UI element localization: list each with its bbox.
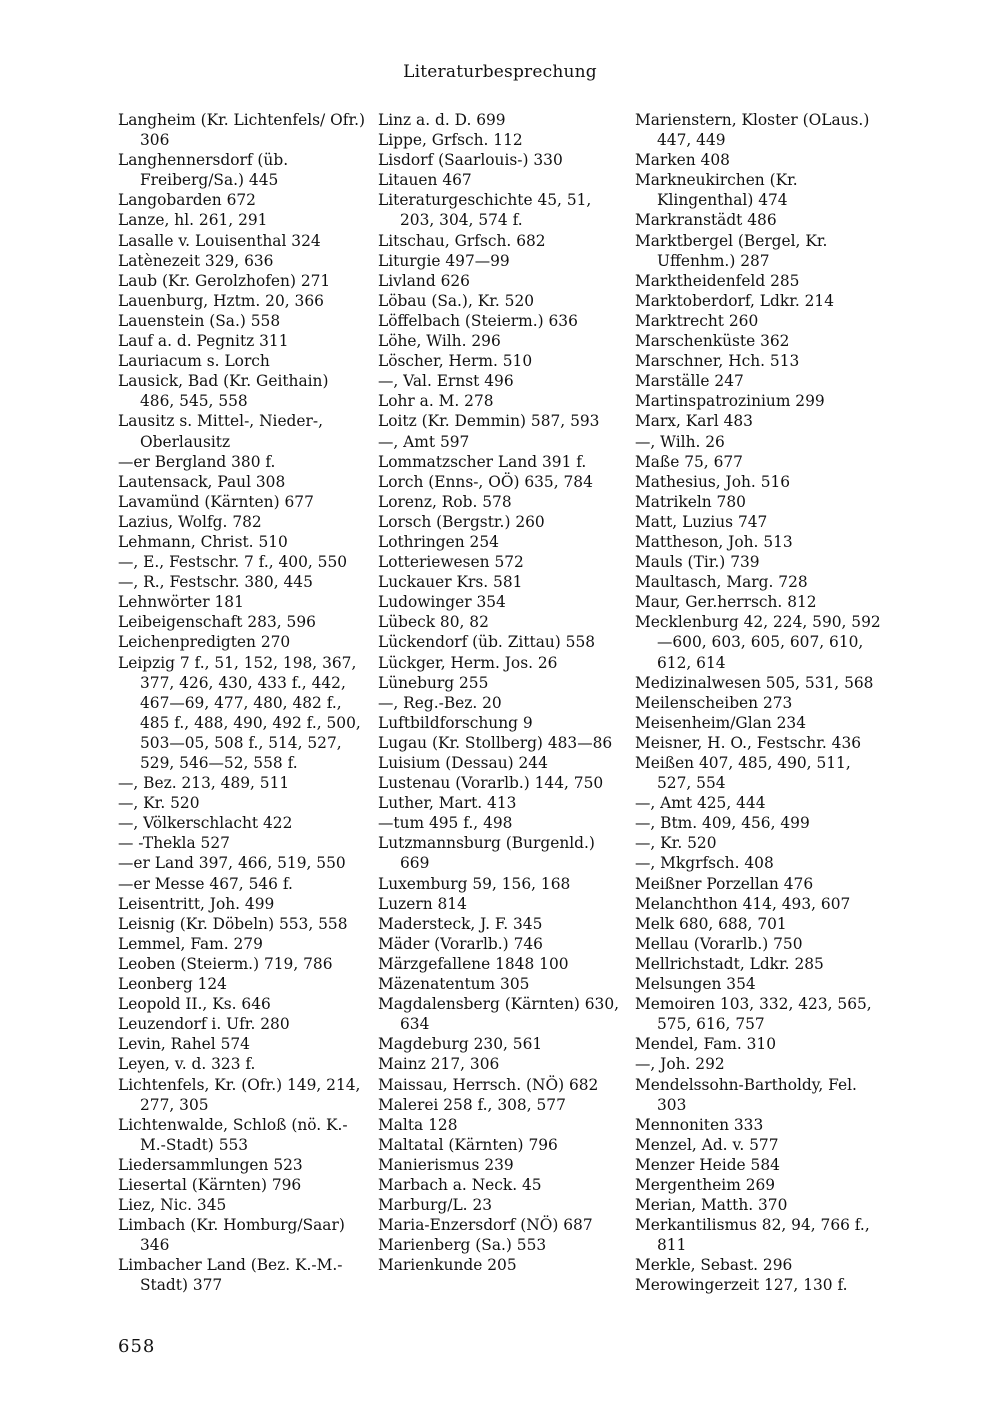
index-entry: Lorenz, Rob. 578 <box>378 492 512 511</box>
index-entry: Lisdorf (Saarlouis-) 330 <box>378 151 563 170</box>
index-entry: Lehnwörter 181 <box>118 593 244 612</box>
index-entry: Meißen 407, 485, 490, 511, 527, 554 <box>635 754 851 793</box>
index-entry: Marbach a. Neck. 45 <box>378 1175 542 1194</box>
index-entry: Literaturgeschichte 45, 51, 203, 304, 574 f. <box>378 191 592 230</box>
index-entry: Langheim (Kr. Lichtenfels/ Ofr.) 306 <box>118 111 365 150</box>
index-entry: Lutzmannsburg (Burgenld.) 669 <box>378 834 595 873</box>
index-entry: Lothringen 254 <box>378 532 499 551</box>
index-entry: Meisenheim/Glan 234 <box>635 713 807 732</box>
index-entry: Langhennersdorf (üb. Freiberg/Sa.) 445 <box>118 151 289 190</box>
index-entry: Leonberg 124 <box>118 975 227 994</box>
index-entry: Markranstädt 486 <box>635 211 777 230</box>
index-entry: Matt, Luzius 747 <box>635 512 768 531</box>
index-entry: Maur, Ger.herrsch. 812 <box>635 593 817 612</box>
index-entry: Lüneburg 255 <box>378 673 489 692</box>
index-entry: Mauls (Tir.) 739 <box>635 553 760 572</box>
index-entry: Lanze, hl. 261, 291 <box>118 211 268 230</box>
index-entry: Livland 626 <box>378 271 470 290</box>
index-entry: Menzer Heide 584 <box>635 1155 780 1174</box>
index-entry: —, E., Festschr. 7 f., 400, 550 <box>118 553 348 572</box>
index-entry: Lauf a. d. Pegnitz 311 <box>118 332 289 351</box>
index-entry: Lippe, Grfsch. 112 <box>378 131 523 150</box>
index-entry: Melsungen 354 <box>635 975 756 994</box>
index-entry: Leichenpredigten 270 <box>118 633 291 652</box>
index-entry: Madersteck, J. F. 345 <box>378 914 543 933</box>
index-entry: —, Val. Ernst 496 <box>378 372 514 391</box>
index-entry: Marienkunde 205 <box>378 1256 517 1275</box>
index-entry: Levin, Rahel 574 <box>118 1035 250 1054</box>
index-entry: Marschenküste 362 <box>635 332 790 351</box>
index-entry: Litschau, Grfsch. 682 <box>378 231 546 250</box>
index-entry: Medizinalwesen 505, 531, 568 <box>635 673 874 692</box>
index-entry: Lückger, Herm. Jos. 26 <box>378 653 558 672</box>
index-entry: Linz a. d. D. 699 <box>378 111 506 129</box>
index-entry: Löbau (Sa.), Kr. 520 <box>378 291 535 310</box>
index-entry: Mendel, Fam. 310 <box>635 1035 777 1054</box>
index-entry: —tum 495 f., 498 <box>378 814 513 833</box>
index-entry: Merkle, Sebast. 296 <box>635 1256 793 1275</box>
index-entry: Marktoberdorf, Ldkr. 214 <box>635 291 835 310</box>
index-entry: Merkantilismus 82, 94, 766 f., 811 <box>635 1216 870 1255</box>
index-entry: —, Amt 425, 444 <box>635 794 766 813</box>
index-entry: Markneukirchen (Kr. Klingenthal) 474 <box>635 171 798 210</box>
index-entry: Löffelbach (Steierm.) 636 <box>378 311 578 330</box>
index-entry: Lichtenwalde, Schloß (nö. K.-M.-Stadt) 553 <box>118 1115 348 1154</box>
index-entry: Lavamünd (Kärnten) 677 <box>118 492 314 511</box>
index-entry: —, Joh. 292 <box>635 1055 725 1074</box>
index-entry: Melk 680, 688, 701 <box>635 914 787 933</box>
index-entry: Leisnig (Kr. Döbeln) 553, 558 <box>118 914 348 933</box>
index-entry: Leopold II., Ks. 646 <box>118 995 271 1014</box>
index-entry: Marienberg (Sa.) 553 <box>378 1236 547 1255</box>
index-entry: —er Bergland 380 f. <box>118 452 276 471</box>
index-entry: Meisner, H. O., Festschr. 436 <box>635 733 862 752</box>
index-entry: Mecklenburg 42, 224, 590, 592—600, 603, 605, 607, 610, 612, 614 <box>635 613 881 672</box>
index-entry: — -Thekla 527 <box>118 834 230 853</box>
index-entry: Lemmel, Fam. 279 <box>118 934 263 953</box>
index-entry: Mellau (Vorarlb.) 750 <box>635 934 803 953</box>
index-entry: Merian, Matth. 370 <box>635 1196 788 1215</box>
index-entry: Menzel, Ad. v. 577 <box>635 1135 779 1154</box>
index-entry: Meißner Porzellan 476 <box>635 874 814 893</box>
index-entry: Leisentritt, Joh. 499 <box>118 894 275 913</box>
index-entry: Marienstern, Kloster (OLaus.) 447, 449 <box>635 111 870 150</box>
index-entry: Maissau, Herrsch. (NÖ) 682 <box>378 1075 599 1094</box>
index-entry: Malta 128 <box>378 1115 458 1134</box>
index-entry: Luisium (Dessau) 244 <box>378 754 548 772</box>
index-entry: —, R., Festschr. 380, 445 <box>118 573 313 592</box>
index-entry: Mathesius, Joh. 516 <box>635 472 791 491</box>
index-entry: —, Reg.-Bez. 20 <box>378 693 502 712</box>
index-entry: Lehmann, Christ. 510 <box>118 532 288 551</box>
index-entry: Lausick, Bad (Kr. Geithain) 486, 545, 558 <box>118 372 329 411</box>
index-entry: Mendelssohn-Bartholdy, Fel. 303 <box>635 1075 857 1114</box>
index-entry: Magdalensberg (Kärnten) 630, 634 <box>378 995 620 1034</box>
index-entry: Luftbildforschung 9 <box>378 713 533 732</box>
index-entry: Lotteriewesen 572 <box>378 553 524 572</box>
index-entry: Liturgie 497—99 <box>378 251 510 270</box>
index-entry: Marx, Karl 483 <box>635 412 753 431</box>
index-entry: Maltatal (Kärnten) 796 <box>378 1135 558 1154</box>
index-entry: Löhe, Wilh. 296 <box>378 332 501 351</box>
index-entry: Mäzenatentum 305 <box>378 975 530 994</box>
index-entry: Leibeigenschaft 283, 596 <box>118 613 316 632</box>
index-entry: Märzgefallene 1848 100 <box>378 954 569 973</box>
index-entry: Lohr a. M. 278 <box>378 392 494 411</box>
index-entry: Maultasch, Marg. 728 <box>635 573 808 592</box>
index-column-right <box>635 110 883 1296</box>
index-entry: Leipzig 7 f., 51, 152, 198, 367, 377, 426, 430, 433 f., 442, 467—69, 477, 480, 482 f., 485 f., 488, 490, 492 f., 500, 503—05, 508 f., 514, 527, 529, 546—52, 558 f. <box>118 653 361 772</box>
index-entry: Litauen 467 <box>378 171 472 190</box>
index-entry: Mainz 217, 306 <box>378 1055 500 1074</box>
index-entry: Leuzendorf i. Ufr. 280 <box>118 1015 290 1034</box>
index-entry: Marken 408 <box>635 151 730 170</box>
index-entry: Mattheson, Joh. 513 <box>635 532 793 551</box>
index-entry: Luzern 814 <box>378 894 467 913</box>
index-entry: Lückendorf (üb. Zittau) 558 <box>378 633 596 652</box>
index-entry: —, Kr. 520 <box>118 794 200 813</box>
index-entry: Liedersammlungen 523 <box>118 1155 303 1174</box>
index-entry: Marburg/L. 23 <box>378 1196 493 1215</box>
index-entry: Luxemburg 59, 156, 168 <box>378 874 571 893</box>
index-entry: Limbacher Land (Bez. K.-M.-Stadt) 377 <box>118 1256 343 1295</box>
index-entry: Lauriacum s. Lorch <box>118 352 270 371</box>
index-column-left <box>118 110 366 1296</box>
index-entry: Lasalle v. Louisenthal 324 <box>118 231 321 250</box>
index-entry: —er Land 397, 466, 519, 550 <box>118 854 346 873</box>
index-entry: Lübeck 80, 82 <box>378 613 489 632</box>
index-entry: Langobarden 672 <box>118 191 256 210</box>
index-entry: —, Kr. 520 <box>635 834 717 853</box>
index-entry: Marktrecht 260 <box>635 311 759 330</box>
index-entry: Lorch (Enns-, OÖ) 635, 784 <box>378 472 593 491</box>
index-entry: Limbach (Kr. Homburg/Saar) 346 <box>118 1216 345 1255</box>
index-entry: Latènezeit 329, 636 <box>118 251 274 270</box>
index-entry: Lauenburg, Hztm. 20, 366 <box>118 291 324 310</box>
index-entry: Lazius, Wolfg. 782 <box>118 512 262 531</box>
index-entry: —, Btm. 409, 456, 499 <box>635 814 810 833</box>
index-entry: Luther, Mart. 413 <box>378 794 517 813</box>
index-entry: Maria-Enzersdorf (NÖ) 687 <box>378 1216 593 1235</box>
index-entry: Maße 75, 677 <box>635 452 743 471</box>
index-entry: Lichtenfels, Kr. (Ofr.) 149, 214, 277, 305 <box>118 1075 361 1114</box>
index-entry: —er Messe 467, 546 f. <box>118 874 293 893</box>
index-entry: Lauenstein (Sa.) 558 <box>118 311 281 330</box>
index-entry: —, Mkgrfsch. 408 <box>635 854 774 873</box>
index-entry: Marställe 247 <box>635 372 744 391</box>
index-entry: Marschner, Hch. 513 <box>635 352 800 371</box>
index-entry: Leoben (Steierm.) 719, 786 <box>118 954 333 973</box>
index-entry: —, Amt 597 <box>378 432 470 451</box>
index-entry: Lausitz s. Mittel-, Nieder-, Oberlausitz <box>118 412 323 451</box>
index-entry: Melanchthon 414, 493, 607 <box>635 894 851 913</box>
index-entry: Lorsch (Bergstr.) 260 <box>378 512 545 531</box>
index-entry: Liesertal (Kärnten) 796 <box>118 1175 302 1194</box>
index-entry: Laub (Kr. Gerolzhofen) 271 <box>118 271 331 290</box>
index-entry: Marktbergel (Bergel, Kr. Uffenhm.) 287 <box>635 231 828 270</box>
index-entry: Martinspatrozinium 299 <box>635 392 825 411</box>
running-head: Literaturbesprechung <box>403 62 597 82</box>
index-entry: Memoiren 103, 332, 423, 565, 575, 616, 757 <box>635 995 872 1034</box>
index-entry: Mennoniten 333 <box>635 1115 764 1134</box>
index-entry: Matrikeln 780 <box>635 492 746 511</box>
index-entry: Mergentheim 269 <box>635 1175 776 1194</box>
index-entry: Lugau (Kr. Stollberg) 483—86 <box>378 733 613 752</box>
index-entry: —, Bez. 213, 489, 511 <box>118 774 290 793</box>
index-entry: Löscher, Herm. 510 <box>378 352 533 371</box>
index-entry: Luckauer Krs. 581 <box>378 573 523 592</box>
index-entry: Lommatzscher Land 391 f. <box>378 452 587 471</box>
index-entry: Mellrichstadt, Ldkr. 285 <box>635 954 824 973</box>
page-number: 658 <box>118 1336 156 1357</box>
index-entry: Loitz (Kr. Demmin) 587, 593 <box>378 412 600 431</box>
index-entry: —, Völkerschlacht 422 <box>118 814 293 833</box>
index-entry: Magdeburg 230, 561 <box>378 1035 543 1054</box>
index-entry: Marktheidenfeld 285 <box>635 271 800 290</box>
index-entry: Meilenscheiben 273 <box>635 693 793 712</box>
index-entry: Lustenau (Vorarlb.) 144, 750 <box>378 774 604 793</box>
index-entry: Lautensack, Paul 308 <box>118 472 286 491</box>
index-entry: Liez, Nic. 345 <box>118 1196 227 1215</box>
index-entry: Merowingerzeit 127, 130 f. <box>635 1276 848 1295</box>
index-entry: Malerei 258 f., 308, 577 <box>378 1095 566 1114</box>
index-entry: Manierismus 239 <box>378 1155 514 1174</box>
index-column-middle <box>378 110 624 1275</box>
index-entry: Ludowinger 354 <box>378 593 506 612</box>
index-entry: Mäder (Vorarlb.) 746 <box>378 934 543 953</box>
index-entry: Leyen, v. d. 323 f. <box>118 1055 256 1074</box>
index-entry: —, Wilh. 26 <box>635 432 725 451</box>
